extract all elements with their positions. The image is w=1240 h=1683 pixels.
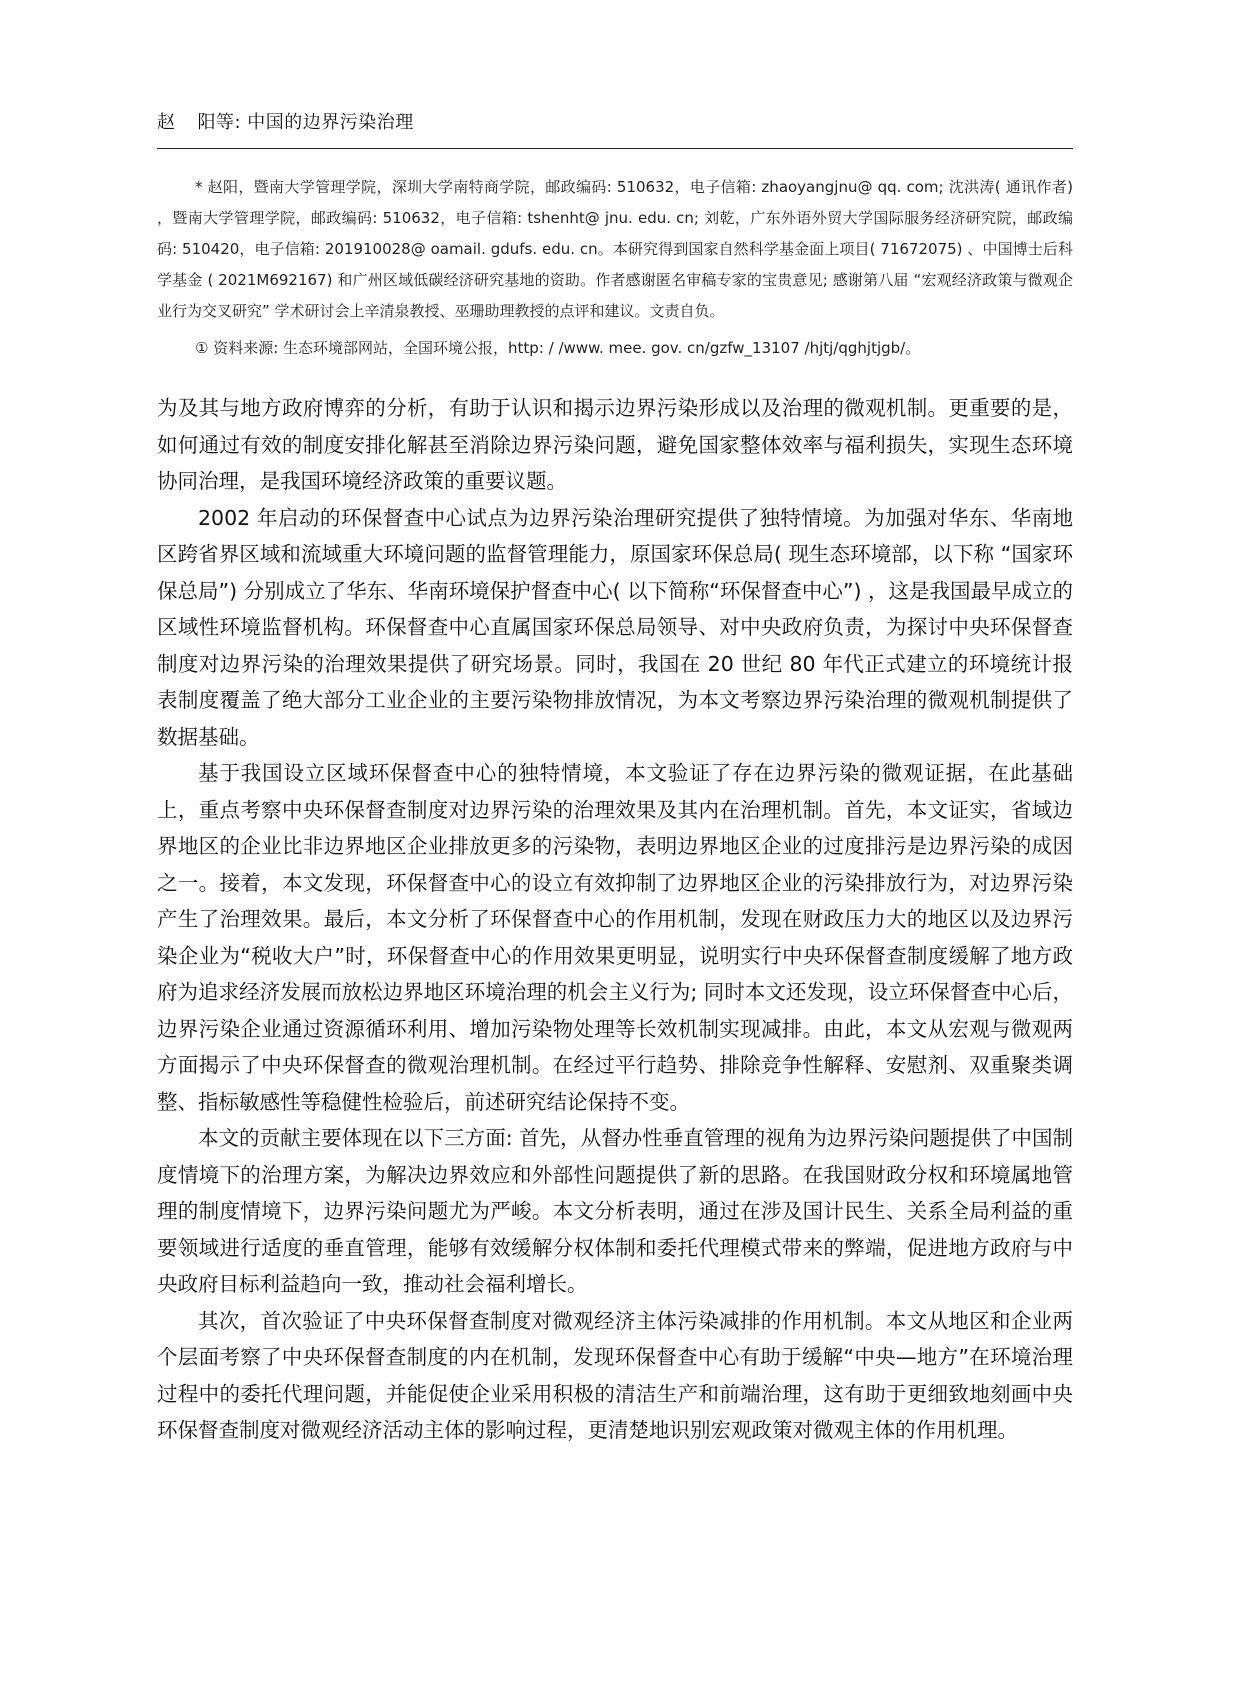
paragraph: 基于我国设立区域环保督查中心的独特情境，本文验证了存在边界污染的微观证据，在此基础上，重点考察中央环保督查制度对边界污染的治理效果及其内在治理机制。首先，本文证实，省域边界地区的企业比非边界地区企业排放更多的污染物，表明边界地区企业的过度排污是边界污染的成因之一。接着，本文发现，环保督查中心的设立有效抑制了边界地区企业的污染排放行为，对边界污染产生了治理效果。最后，本文分析了环保督查中心的作用机制，发现在财政压力大的地区以及边界污染企业为“税收大户”时，环保督查中心的作用效果更明显，说明实行中央环保督查制度缓解了地方政府为追求经济发展而放松边界地区环境治理的机会主义行为; 同时本文还发现，设立环保督查中心后，边界污染企业通过资源循环利用、增加污染物处理等长效机制实现减排。由此，本文从宏观与微观两方面揭示了中央环保督查的微观治理机制。在经过平行趋势、排除竞争性解释、安慰剂、双重聚类调整、指标敏感性等稳健性检验后，前述研究结论保持不变。 xyxy=(157,761,1073,1114)
footnote-text: * 赵阳，暨南大学管理学院，深圳大学南特商学院，邮政编码: 510632，电子信箱: zhaoyangjnu@ qq. com; 沈洪涛( 通讯作者) ，暨南大学管理学院，邮政编码: 510632，电子信箱: tshenht@ jnu. edu. cn; 刘乾，广东外语外贸大学国际服务经济研究院，邮政编码: 510420，电子信箱: 201910028@ oamail. gdufs. edu. cn。本研究得到国家自然科学基金面上项目( 71672075) 、中国博士后科学基金 ( 2021M692167) 和广州区域低碳经济研究基地的资助。作者感谢匿名审稿专家的宝贵意见; 感谢第八届 “宏观经济政策与微观企业行为交叉研究” 学术研讨会上辛清泉教授、巫珊助理教授的点评和建议。文责自负。 xyxy=(157,178,1073,320)
running-header xyxy=(157,108,414,134)
footnote-author-info xyxy=(157,172,1073,327)
footnote-text: ① 资料来源: 生态环境部网站，全国环境公报，http: / /www. mee. gov. cn/gzfw_13107 /hjtj/qghjtjgb/。 xyxy=(195,339,921,357)
paragraph: 2002 年启动的环保督查中心试点为边界污染治理研究提供了独特情境。为加强对华东、华南地区跨省界区域和流域重大环境问题的监督管理能力，原国家环保总局( 现生态环境部，以下称 “国家环保总局”) 分别成立了华东、华南环境保护督查中心( 以下简称“环保督查中心”) ，这是我国最早成立的区域性环境监督机构。环保督查中心直属国家环保总局领导、对中央政府负责，为探讨中央环保督查制度对边界污染的治理效果提供了研究场景。同时，我国在 20 世纪 80 年代正式建立的环境统计报表制度覆盖了绝大部分工业企业的主要污染物排放情况，为本文考察边界污染治理的微观机制提供了数据基础。 xyxy=(157,505,1073,749)
body-text xyxy=(157,390,1073,1449)
paragraph: 其次，首次验证了中央环保督查制度对微观经济主体污染减排的作用机制。本文从地区和企业两个层面考察了中央环保督查制度的内在机制，发现环保督查中心有助于缓解“中央—地方”在环境治理过程中的委托代理问题，并能促使企业采用积极的清洁生产和前端治理，这有助于更细致地刻画中央环保督查制度对微观经济活动主体的影响过程，更清楚地识别宏观政策对微观主体的作用机理。 xyxy=(157,1308,1073,1442)
footnotes xyxy=(157,172,1073,364)
header-divider xyxy=(157,148,1073,149)
header-author-first: 赵 xyxy=(157,112,176,133)
header-title: 阳等: 中国的边界污染治理 xyxy=(197,112,414,133)
footnote-data-source xyxy=(157,333,1073,364)
paragraph: 本文的贡献主要体现在以下三方面: 首先，从督办性垂直管理的视角为边界污染问题提供了中国制度情境下的治理方案，为解决边界效应和外部性问题提供了新的思路。在我国财政分权和环境属地管理的制度情境下，边界污染问题尤为严峻。本文分析表明，通过在涉及国计民生、关系全局利益的重要领域进行适度的垂直管理，能够有效缓解分权体制和委托代理模式带来的弊端，促进地方政府与中央政府目标利益趋向一致，推动社会福利增长。 xyxy=(157,1126,1073,1296)
paragraph-continued: 为及其与地方政府博弈的分析，有助于认识和揭示边界污染形成以及治理的微观机制。更重要的是，如何通过有效的制度安排化解甚至消除边界污染问题，避免国家整体效率与福利损失，实现生态环境协同治理，是我国环境经济政策的重要议题。 xyxy=(157,396,1073,493)
